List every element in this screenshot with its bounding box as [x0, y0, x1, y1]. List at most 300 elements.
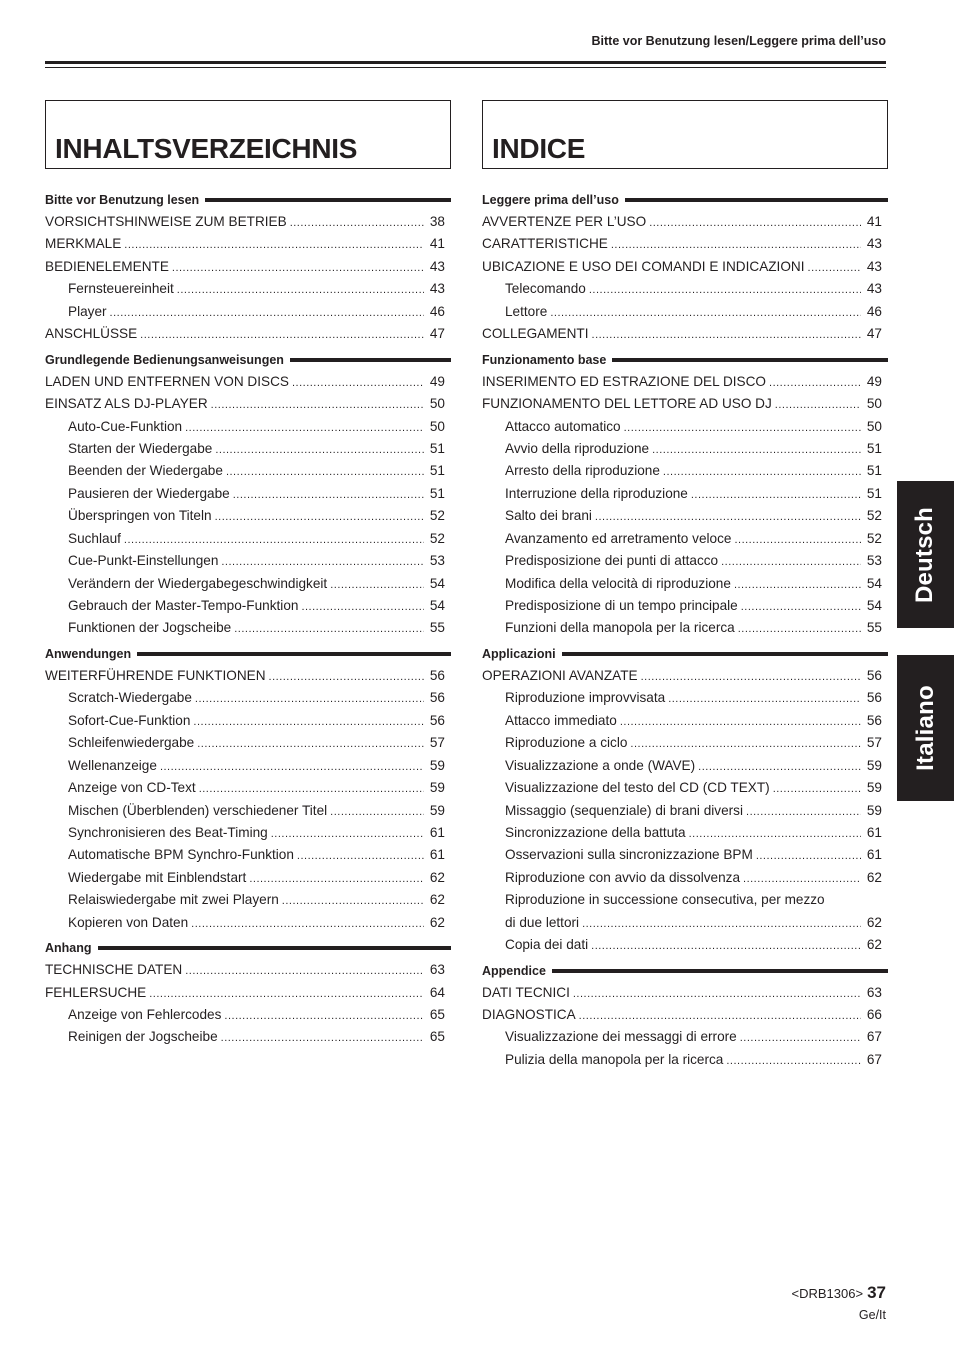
- toc-entry-label: Riproduzione a ciclo: [505, 735, 628, 751]
- header-rule-thin: [45, 67, 886, 68]
- toc-entry-page: 63: [429, 962, 445, 978]
- toc-entry-label: Osservazioni sulla sincronizzazione BPM: [505, 847, 753, 863]
- toc-section: [45, 643, 451, 934]
- toc-entry: [482, 256, 888, 278]
- toc-subentry: [45, 460, 451, 482]
- toc-subentry: [482, 416, 888, 438]
- toc-entry-page: 57: [866, 735, 882, 751]
- toc-subentry: [482, 617, 888, 639]
- toc-subentry: [45, 528, 451, 550]
- toc-entry-page: 43: [429, 258, 445, 274]
- toc-dot-leader: [301, 596, 424, 618]
- toc-dot-leader: [269, 666, 424, 688]
- toc-dot-leader: [234, 618, 424, 640]
- toc-subentry: [482, 528, 888, 550]
- toc-subentry: [45, 732, 451, 754]
- toc-entry-page: 49: [866, 373, 882, 389]
- toc-entry-page: 50: [866, 396, 882, 412]
- toc-subentry: [482, 550, 888, 572]
- toc-entry-label: Riproduzione con avvio da dissolvenza: [505, 869, 741, 885]
- toc-entry: [482, 1004, 888, 1026]
- toc-entry-page: 43: [429, 281, 445, 297]
- toc-dot-leader: [775, 394, 861, 416]
- toc-entry-page: 59: [866, 802, 882, 818]
- toc-entry-page: 51: [429, 440, 445, 456]
- toc-entry-label: Funktionen der Jogscheibe: [68, 620, 232, 636]
- toc-section-bar: [137, 652, 451, 656]
- toc-entry: [45, 211, 451, 233]
- toc-entry-page: 41: [866, 214, 882, 229]
- toc-entry-page: 56: [866, 690, 882, 706]
- toc-subentry: [482, 777, 888, 799]
- header-rule-thick: [45, 61, 886, 64]
- toc-entry-page: 62: [429, 892, 445, 908]
- toc-entry-label: UBICAZIONE E USO DEI COMANDI E INDICAZIONI: [482, 258, 805, 274]
- toc-entry-page: 51: [866, 485, 882, 501]
- toc-dot-leader: [620, 711, 861, 733]
- toc-subentry: [45, 550, 451, 572]
- toc-section-title: Anhang: [45, 941, 92, 956]
- toc-entry-label: Avanzamento ed arretramento veloce: [505, 530, 732, 546]
- toc-entry-page: 43: [866, 258, 882, 274]
- toc-section-title: Leggere prima dell’uso: [482, 193, 619, 207]
- toc-dot-leader: [330, 801, 424, 823]
- toc-dot-leader: [743, 868, 861, 890]
- toc-list-italian: [482, 189, 888, 1071]
- toc-subentry: [482, 889, 888, 911]
- toc-entry-page: 53: [429, 553, 445, 569]
- toc-dot-leader: [663, 461, 861, 483]
- toc-dot-leader: [195, 688, 424, 710]
- toc-entry: [45, 371, 451, 393]
- toc-entry-page: 50: [866, 418, 882, 434]
- toc-dot-leader: [573, 983, 861, 1005]
- toc-entry-page: 63: [866, 984, 882, 1000]
- toc-section-title: Bitte vor Benutzung lesen: [45, 193, 200, 207]
- toc-section-bar: [625, 198, 888, 202]
- toc-section-title: Funzionamento base: [482, 352, 607, 367]
- toc-entry: [482, 233, 888, 255]
- toc-entry-page: 55: [429, 620, 445, 636]
- toc-entry-page: 51: [429, 463, 445, 479]
- toc-section-bar: [98, 946, 451, 950]
- toc-entry-label: INSERIMENTO ED ESTRAZIONE DEL DISCO: [482, 373, 767, 389]
- toc-entry-label: Überspringen von Titeln: [68, 508, 212, 524]
- toc-dot-leader: [226, 461, 424, 483]
- toc-entry-page: 51: [866, 463, 882, 479]
- toc-subentry: [45, 573, 451, 595]
- toc-entry-label: Wiedergabe mit Einblendstart: [68, 869, 247, 885]
- toc-entry-page: 61: [429, 824, 445, 840]
- toc-dot-leader: [756, 845, 861, 867]
- toc-dot-leader: [221, 1027, 424, 1049]
- toc-entry-page: 41: [429, 236, 445, 252]
- toc-section-title: Anwendungen: [45, 646, 132, 661]
- toc-entry-label: OPERAZIONI AVANZATE: [482, 667, 638, 683]
- toc-subentry: [482, 278, 888, 300]
- toc-subentry: [482, 438, 888, 460]
- toc-dot-leader: [224, 1005, 424, 1027]
- toc-section-title: Grundlegende Bedienungsanweisungen: [45, 352, 284, 367]
- toc-entry: [482, 665, 888, 687]
- toc-entry-page: 62: [429, 914, 445, 930]
- toc-dot-leader: [124, 529, 424, 551]
- toc-section-heading: [482, 349, 888, 371]
- toc-subentry: [45, 867, 451, 889]
- toc-dot-leader: [550, 302, 861, 324]
- toc-entry-label: Riproduzione improvvisata: [505, 690, 666, 706]
- toc-entry-page: 47: [429, 326, 445, 342]
- toc-dot-leader: [630, 733, 861, 755]
- toc-entry-label: Lettore: [505, 303, 548, 319]
- toc-entry-page: 54: [429, 598, 445, 613]
- toc-entry-label: Player: [68, 303, 107, 319]
- toc-entry-label: Relaiswiedergabe mit zwei Playern: [68, 892, 279, 908]
- toc-dot-leader: [808, 257, 861, 279]
- toc-entry: [45, 256, 451, 278]
- toc-entry-page: 50: [429, 418, 445, 434]
- toc-entry-page: 59: [866, 757, 882, 773]
- toc-dot-leader: [282, 890, 424, 912]
- toc-dot-leader: [769, 372, 861, 394]
- toc-subentry: [45, 844, 451, 866]
- toc-entry: [482, 982, 888, 1004]
- toc-subentry: [482, 867, 888, 889]
- toc-entry-label: Funzioni della manopola per la ricerca: [505, 620, 735, 636]
- toc-dot-leader: [641, 666, 861, 688]
- toc-subentry: [482, 732, 888, 754]
- toc-section: [482, 643, 888, 957]
- toc-column-italian: [482, 100, 888, 1074]
- toc-title-german: INHALTSVERZEICHNIS: [45, 100, 451, 169]
- toc-subentry: [482, 755, 888, 777]
- toc-entry: [482, 393, 888, 415]
- toc-dot-leader: [579, 1005, 861, 1027]
- toc-dot-leader: [582, 913, 861, 935]
- toc-section-bar: [612, 358, 888, 362]
- toc-dot-leader: [773, 778, 861, 800]
- toc-entry-label: AVVERTENZE PER L’USO: [482, 214, 647, 229]
- toc-dot-leader: [211, 394, 424, 416]
- toc-entry-label: Attacco automatico: [505, 418, 621, 434]
- toc-entry-page: 65: [429, 1007, 445, 1022]
- toc-entry-label: Starten der Wiedergabe: [68, 440, 213, 456]
- toc-dot-leader: [624, 417, 861, 439]
- toc-entry-page: 56: [866, 667, 882, 683]
- toc-entry-label: Salto dei brani: [505, 508, 592, 524]
- toc-entry-label: Modifica della velocità di riproduzione: [505, 575, 731, 591]
- toc-dot-leader: [649, 212, 861, 234]
- toc-section: [45, 349, 451, 640]
- toc-section: [45, 189, 451, 346]
- language-tab-italiano-label: Italiano: [911, 685, 939, 771]
- running-header: Bitte vor Benutzung lesen/Leggere prima dell’uso: [591, 34, 886, 48]
- toc-entry-page: 54: [866, 598, 882, 613]
- toc-entry-page: 53: [866, 553, 882, 569]
- toc-subentry: [482, 1026, 888, 1048]
- toc-dot-leader: [193, 711, 424, 733]
- toc-entry-label: DATI TECNICI: [482, 984, 570, 1000]
- toc-dot-leader: [197, 733, 424, 755]
- toc-dot-leader: [595, 506, 861, 528]
- toc-subentry: [45, 1026, 451, 1048]
- toc-dot-leader: [652, 439, 861, 461]
- toc-subentry: [45, 278, 451, 300]
- toc-entry: [482, 211, 888, 233]
- toc-dot-leader: [215, 506, 424, 528]
- toc-subentry: [45, 822, 451, 844]
- toc-dot-leader: [668, 688, 861, 710]
- toc-entry-page: 64: [429, 984, 445, 1000]
- toc-entry-label: Telecomando: [505, 281, 586, 297]
- toc-entry-page: 56: [429, 712, 445, 728]
- toc-dot-leader: [592, 324, 861, 346]
- toc-entry-page: 62: [866, 914, 882, 930]
- toc-section-heading: [45, 937, 451, 959]
- toc-dot-leader: [330, 574, 424, 596]
- toc-entry-label: FUNZIONAMENTO DEL LETTORE AD USO DJ: [482, 396, 772, 412]
- toc-dot-leader: [124, 234, 424, 256]
- toc-entry-page: 51: [429, 485, 445, 501]
- toc-entry-page: 59: [429, 802, 445, 818]
- toc-entry-label: Anzeige von Fehlercodes: [68, 1007, 222, 1022]
- toc-entry-page: 59: [429, 780, 445, 796]
- toc-entry-label: WEITERFÜHRENDE FUNKTIONEN: [45, 667, 266, 683]
- toc-entry-label: COLLEGAMENTI: [482, 326, 589, 342]
- toc-entry-page: 52: [866, 530, 882, 546]
- toc-entry-page: 67: [866, 1051, 882, 1067]
- toc-entry-label: Cue-Punkt-Einstellungen: [68, 553, 219, 569]
- toc-entry-page: 67: [866, 1029, 882, 1045]
- toc-entry-page: 38: [429, 214, 445, 229]
- toc-entry-label: Kopieren von Daten: [68, 914, 189, 930]
- toc-dot-leader: [185, 417, 424, 439]
- page-number: 37: [867, 1283, 886, 1302]
- toc-entry-page: 46: [429, 303, 445, 319]
- toc-entry-label: Copia dei dati: [505, 937, 589, 953]
- toc-dot-leader: [191, 913, 424, 935]
- toc-entry-page: 43: [866, 281, 882, 297]
- toc-section-heading: [45, 349, 451, 371]
- toc-entry-page: 56: [866, 712, 882, 728]
- toc-entry-label: Sincronizzazione della battuta: [505, 824, 686, 840]
- toc-entry-label: di due lettori: [505, 914, 580, 930]
- toc-subentry: [45, 1004, 451, 1026]
- language-tab-italiano: [897, 655, 954, 801]
- toc-subentry: [482, 822, 888, 844]
- toc-dot-leader: [721, 551, 861, 573]
- toc-entry-label: Pausieren der Wiedergabe: [68, 485, 230, 501]
- toc-entry-label: Avvio della riproduzione: [505, 440, 650, 456]
- toc-subentry: [45, 710, 451, 732]
- footer-language-code: Ge/It: [858, 1308, 886, 1322]
- toc-entry-label: Wellenanzeige: [68, 757, 157, 773]
- toc-dot-leader: [249, 868, 424, 890]
- toc-entry-page: 61: [866, 824, 882, 840]
- toc-entry-label: Visualizzazione dei messaggi di errore: [505, 1029, 737, 1045]
- toc-entry-page: 50: [429, 396, 445, 412]
- toc-entry-label: Interruzione della riproduzione: [505, 485, 688, 501]
- toc-entry-page: 43: [866, 236, 882, 252]
- toc-entry-label: DIAGNOSTICA: [482, 1007, 576, 1022]
- toc-dot-leader: [177, 279, 424, 301]
- toc-dot-leader: [691, 484, 861, 506]
- toc-entry-page: 66: [866, 1007, 882, 1022]
- toc-subentry: [45, 438, 451, 460]
- toc-entry-label: Synchronisieren des Beat-Timing: [68, 824, 268, 840]
- toc-entry-page: 62: [866, 869, 882, 885]
- toc-entry-label: Scratch-Wiedergabe: [68, 690, 192, 706]
- toc-dot-leader: [292, 372, 424, 394]
- toc-subentry: [482, 687, 888, 709]
- toc-subentry: [45, 301, 451, 323]
- toc-entry: [45, 982, 451, 1004]
- toc-subentry: [45, 912, 451, 934]
- toc-section-heading: [45, 643, 451, 665]
- toc-subentry: [45, 505, 451, 527]
- footer-doc-code: [792, 1283, 886, 1303]
- toc-dot-leader: [734, 574, 861, 596]
- toc-entry-page: 59: [429, 757, 445, 773]
- toc-subentry: [482, 460, 888, 482]
- toc-entry-label: Verändern der Wiedergabegeschwindigkeit: [68, 575, 328, 591]
- toc-dot-leader: [221, 551, 424, 573]
- toc-entry-label: Beenden der Wiedergabe: [68, 463, 223, 479]
- toc-subentry: [482, 505, 888, 527]
- toc-subentry: [45, 889, 451, 911]
- toc-entry-label: ANSCHLÜSSE: [45, 326, 138, 342]
- toc-entry-label: Pulizia della manopola per la ricerca: [505, 1051, 724, 1067]
- toc-entry-label: TECHNISCHE DATEN: [45, 962, 183, 978]
- toc-subentry: [482, 912, 888, 934]
- toc-section: [482, 189, 888, 346]
- toc-entry-label: VORSICHTSHINWEISE ZUM BETRIEB: [45, 214, 287, 229]
- toc-entry-page: 65: [429, 1029, 445, 1045]
- toc-subentry: [482, 595, 888, 617]
- toc-list-german: [45, 189, 451, 1049]
- toc-section-bar: [205, 198, 451, 202]
- toc-entry-label: Attacco immediato: [505, 712, 617, 728]
- toc-entry: [45, 393, 451, 415]
- toc-dot-leader: [215, 439, 424, 461]
- toc-dot-leader: [185, 960, 424, 982]
- toc-entry-page: 54: [866, 575, 882, 591]
- toc-dot-leader: [297, 845, 424, 867]
- toc-entry-label: Anzeige von CD-Text: [68, 780, 196, 796]
- toc-title-italian: INDICE: [482, 100, 888, 169]
- toc-dot-leader: [149, 983, 424, 1005]
- toc-subentry: [45, 483, 451, 505]
- toc-entry-label: Automatische BPM Synchro-Funktion: [68, 847, 294, 863]
- toc-subentry: [482, 573, 888, 595]
- toc-entry-page: 55: [866, 620, 882, 636]
- toc-section-bar: [290, 358, 451, 362]
- toc-dot-leader: [698, 756, 861, 778]
- toc-entry: [45, 665, 451, 687]
- toc-dot-leader: [271, 823, 424, 845]
- toc-entry-label: Riproduzione in successione consecutiva, per mezzo: [505, 892, 825, 908]
- toc-entry-label: Predisposizione dei punti di attacco: [505, 553, 719, 569]
- toc-dot-leader: [160, 756, 424, 778]
- toc-entry-page: 61: [866, 847, 882, 863]
- toc-section-heading: [482, 643, 888, 665]
- toc-entry-label: Visualizzazione del testo del CD (CD TEXT): [505, 780, 770, 796]
- toc-entry-label: Missaggio (sequenziale) di brani diversi: [505, 802, 744, 818]
- toc-section: [482, 960, 888, 1072]
- toc-entry: [482, 323, 888, 345]
- toc-subentry: [45, 800, 451, 822]
- toc-subentry: [45, 687, 451, 709]
- toc-entry-page: 57: [429, 735, 445, 751]
- toc-entry-label: BEDIENELEMENTE: [45, 258, 169, 274]
- toc-dot-leader: [233, 484, 424, 506]
- toc-entry-page: 52: [866, 508, 882, 524]
- toc-dot-leader: [611, 234, 861, 256]
- toc-entry-label: MERKMALE: [45, 236, 122, 252]
- toc-entry-label: Mischen (Überblenden) verschiedener Titel: [68, 802, 328, 818]
- toc-dot-leader: [741, 596, 861, 618]
- toc-subentry: [45, 755, 451, 777]
- toc-dot-leader: [689, 823, 861, 845]
- footer-code-text: <DRB1306>: [791, 1286, 864, 1301]
- toc-entry-page: 51: [866, 440, 882, 456]
- toc-dot-leader: [589, 279, 861, 301]
- toc-dot-leader: [140, 324, 424, 346]
- toc-entry-page: 62: [429, 869, 445, 885]
- toc-dot-leader: [746, 801, 861, 823]
- toc-subentry: [45, 416, 451, 438]
- toc-dot-leader: [110, 302, 424, 324]
- toc-entry-page: 59: [866, 780, 882, 796]
- toc-subentry: [482, 934, 888, 956]
- language-tab-deutsch-label: Deutsch: [911, 506, 939, 603]
- toc-entry-label: Predisposizione di un tempo principale: [505, 598, 738, 613]
- toc-section-heading: [45, 189, 451, 211]
- toc-entry-page: 52: [429, 530, 445, 546]
- toc-dot-leader: [740, 1027, 861, 1049]
- toc-entry-label: CARATTERISTICHE: [482, 236, 608, 252]
- toc-subentry: [45, 617, 451, 639]
- toc-entry-label: Schleifenwiedergabe: [68, 735, 195, 751]
- toc-entry-page: 46: [866, 303, 882, 319]
- toc-column-german: [45, 100, 451, 1052]
- toc-entry: [45, 323, 451, 345]
- toc-entry: [482, 371, 888, 393]
- toc-section: [482, 349, 888, 640]
- toc-entry-label: LADEN UND ENTFERNEN VON DISCS: [45, 373, 289, 389]
- language-tab-deutsch: [897, 481, 954, 628]
- toc-dot-leader: [738, 618, 861, 640]
- toc-entry-label: FEHLERSUCHE: [45, 984, 147, 1000]
- toc-dot-leader: [172, 257, 424, 279]
- toc-entry-label: Suchlauf: [68, 530, 121, 546]
- toc-section-heading: [482, 960, 888, 982]
- toc-section-bar: [562, 652, 888, 656]
- toc-entry-page: 47: [866, 326, 882, 342]
- toc-entry-page: 56: [429, 667, 445, 683]
- toc-subentry: [482, 483, 888, 505]
- toc-entry-page: 62: [866, 937, 882, 953]
- toc-entry-label: EINSATZ ALS DJ-PLAYER: [45, 396, 208, 412]
- toc-subentry: [482, 1049, 888, 1071]
- toc-entry-label: Sofort-Cue-Funktion: [68, 712, 191, 728]
- toc-subentry: [482, 844, 888, 866]
- toc-subentry: [45, 595, 451, 617]
- toc-entry-label: Arresto della riproduzione: [505, 463, 660, 479]
- toc-entry: [45, 959, 451, 981]
- toc-subentry: [482, 800, 888, 822]
- toc-dot-leader: [734, 529, 861, 551]
